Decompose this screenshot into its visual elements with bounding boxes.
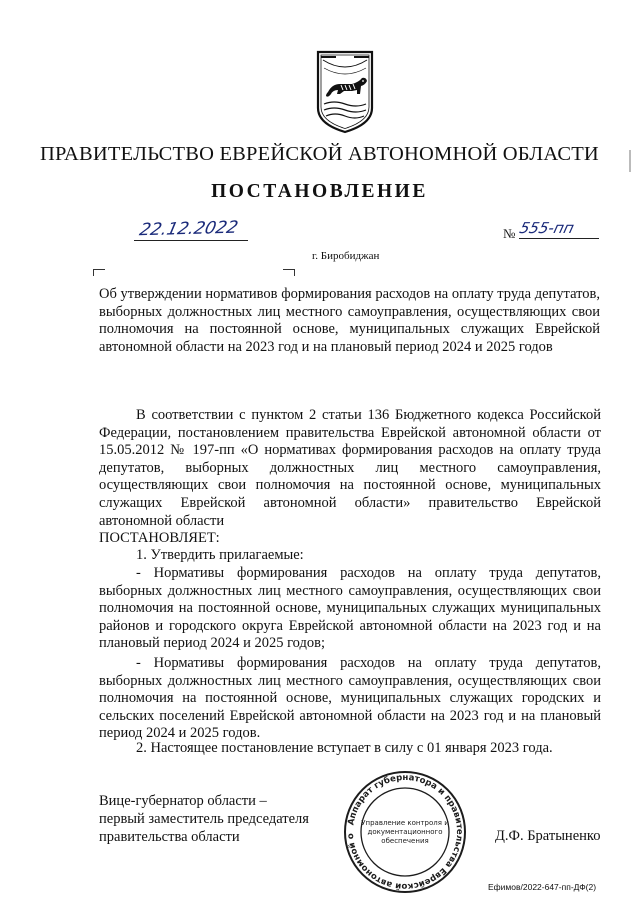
subject-bracket-left — [93, 269, 105, 276]
document-subject: Об утверждении нормативов формирования расходов на оплату труда депутатов, выборных должностных лиц местного самоуправления, осуществляющих свои полномочия на постоянной основе, муниципальных служащих Еврейской автономной области на 2023 год и на плановый период 2024 и 2025 годов — [99, 286, 600, 355]
city-label: г. Биробиджан — [312, 250, 380, 262]
stamp-inner-line-1: Управление контроля и — [361, 819, 449, 827]
resolves-heading: ПОСТАНОВЛЯЕТ: — [99, 530, 220, 546]
government-title: ПРАВИТЕЛЬСТВО ЕВРЕЙСКОЙ АВТОНОМНОЙ ОБЛАСТИ — [40, 143, 599, 165]
scan-edge-mark — [629, 150, 631, 172]
signer-position — [99, 793, 309, 846]
subject-bracket-right — [283, 269, 295, 276]
number-label: № — [503, 226, 516, 241]
item-2: 2. Настоящее постановление вступает в силу с 01 января 2023 года. — [136, 740, 553, 756]
stamp-outer-text: Аппарат губернатора и правительства Еврейской автономной о — [345, 772, 465, 892]
signer-name: Д.Ф. Братыненко — [495, 828, 601, 844]
handwritten-date: 22.12.2022 — [137, 217, 240, 241]
jao-coat-of-arms-tiger-icon — [314, 48, 376, 134]
stamp-inner-line-3: обеспечения — [381, 837, 429, 845]
item-1-dash-1: - Нормативы формирования расходов на оплату труда депутатов, выборных должностных лиц местного самоуправления, осуществляющих свои полномочия на постоянной основе, муниципальных служащих муниципальных районов и городского округа Еврейской автономной области на 2023 год и на плановый период 2024 и 2025 годов; — [99, 565, 601, 652]
official-stamp — [342, 769, 468, 895]
document-kind-title: ПОСТАНОВЛЕНИЕ — [211, 181, 428, 202]
preamble-paragraph: В соответствии с пунктом 2 статьи 136 Бюджетного кодекса Российской Федерации, постановлением правительства Еврейской автономной области от 15.05.2012 № 197-пп «О нормативах формирования расходов на оплату труда депутатов, выборных должностных лиц местного самоуправления, осуществляющих свои полномочия на постоянной основе, муниципальных служащих Еврейской автономной области» правительство Еврейской автономной области — [99, 407, 601, 529]
item-1: 1. Утвердить прилагаемые: — [136, 547, 304, 563]
handwritten-number: 555-пп — [517, 219, 576, 237]
item-1-dash-2: - Нормативы формирования расходов на оплату труда депутатов, выборных должностных лиц местного самоуправления, осуществляющих свои полномочия на постоянной основе, муниципальных служащих городских и сельских поселений Еврейской автономной области на 2023 год и на плановый период 2024 и 2025 годов. — [99, 655, 601, 742]
signer-position-line-2: первый заместитель председателя — [99, 810, 309, 827]
signer-position-line-3: правительства области — [99, 828, 240, 845]
stamp-inner-line-2: документационного — [367, 828, 443, 836]
footer-reference: Ефимов/2022-647-пп-ДФ(2) — [488, 882, 597, 892]
signer-position-line-1: Вице-губернатор области – — [99, 793, 267, 809]
